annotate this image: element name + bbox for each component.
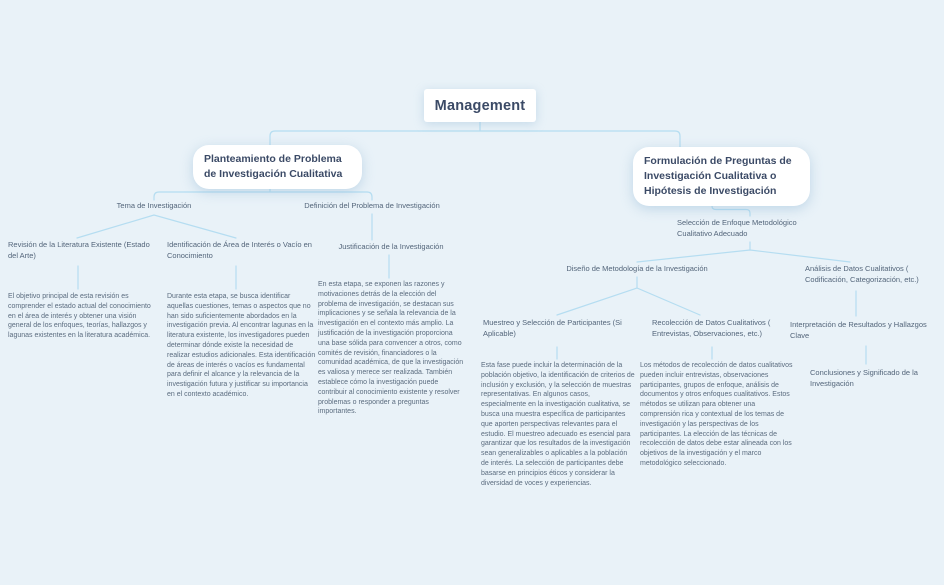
- connector-seleccion-to-children: [637, 242, 850, 262]
- node-justificacion[interactable]: Justificación de la Investigación: [338, 242, 444, 251]
- node-recoleccion-body[interactable]: Los métodos de recolección de datos cualitativos pueden incluir entrevistas, observaciones participantes, grupos de enfoque, análisis de documentos y otros enfoques cualitativos. Estos métodos se utilizan para obtener una comprensión rica y contextual de los temas de investigación y las perspectivas de los participantes. La elección de las técnicas de recolección de datos debe estar alineada con los objetivos de la investigación y el marco metodológico seleccionado.: [640, 362, 793, 467]
- node-recoleccion-datos[interactable]: Recolección de Datos Cualitativos ( Entrevistas, Observaciones, etc.): [652, 318, 771, 338]
- root-node-management[interactable]: Management: [424, 89, 536, 122]
- node-interpretacion-resultados[interactable]: Interpretación de Resultados y Hallazgos Clave: [790, 320, 927, 340]
- node-identificacion-area-body[interactable]: Durante esta etapa, se busca identificar aquellas cuestiones, temas o aspectos que no han sido suficientemente abordados en la investigación previa. Al encontrar lagunas en la literatura existente, los investigadores pueden determinar dónde existe la necesidad de realizar estudios adicionales. Esta identificación de áreas de interés o vacíos es fundamental para definir el alcance y la relevancia de la investigación futura y justificar su importancia en el contexto académico.: [167, 293, 316, 398]
- node-justificacion-body[interactable]: En esta etapa, se exponen las razones y motivaciones detrás de la elección del problema de investigación, se destacan sus implicaciones y se señala la relevancia de la investigación en el contexto más amplio. La justificación de la investigación proporciona una base sólida para convencer a otros, como comités de revisión, financiadores o la comunidad académica, de que la investigación es valiosa y merece ser realizada. También establece cómo la investigación puede contribuir al conocimiento existente y resolver problemas o responder a preguntas importantes.: [318, 281, 464, 416]
- connector-formulacion-to-seleccion: [712, 206, 750, 216]
- node-analisis-datos[interactable]: Análisis de Datos Cualitativos ( Codificación, Categorización, etc.): [805, 264, 919, 284]
- branch-node-formulacion[interactable]: [633, 147, 810, 206]
- node-muestreo-seleccion[interactable]: Muestreo y Selección de Participantes (Si Aplicable): [483, 318, 622, 338]
- branch-title-formulacion: Formulación de Preguntas de Investigación Cualitativa o Hipótesis de Investigación: [644, 155, 792, 197]
- node-diseno-metodologia[interactable]: Diseño de Metodología de la Investigación: [566, 264, 708, 273]
- node-revision-literatura[interactable]: Revisión de la Literatura Existente (Estado del Arte): [8, 240, 150, 260]
- connector-tema-to-children: [77, 215, 236, 238]
- branch-node-planteamiento[interactable]: [193, 145, 362, 189]
- node-identificacion-area[interactable]: Identificación de Área de Interés o Vacío en Conocimiento: [167, 240, 312, 260]
- branch-title-planteamiento: Planteamiento de Problema de Investigación Cualitativa: [204, 153, 343, 180]
- node-seleccion-enfoque[interactable]: Selección de Enfoque Metodológico Cualitativo Adecuado: [677, 218, 797, 238]
- node-conclusiones[interactable]: Conclusiones y Significado de la Investigación: [810, 368, 918, 388]
- connector-diseno-to-children: [557, 277, 700, 315]
- node-muestreo-body[interactable]: Esta fase puede incluir la determinación de la población objetivo, la identificación de criterios de inclusión y exclusión, y la selección de muestras representativas. En algunos casos, especialmente en la investigación cualitativa, se busca una muestra específica de participantes que aporten perspectivas relevantes para el estudio. El muestreo adecuado es esencial para garantizar que los resultados de la investigación sean generalizables o aplicables a la población de interés. La selección de participantes debe basarse en principios éticos y considerar la diversidad de voces y experiencias.: [481, 362, 635, 487]
- connector-planteamiento-to-children: [154, 189, 372, 200]
- node-revision-literatura-body[interactable]: El objetivo principal de esta revisión es comprender el estado actual del conocimiento en el área de interés y obtener una visión general de los enfoques, teorías, hallazgos y lagunas existentes en la literatura académica.: [8, 293, 151, 340]
- node-definicion-problema[interactable]: Definición del Problema de Investigación: [304, 201, 440, 210]
- node-tema-investigacion[interactable]: Tema de Investigación: [116, 201, 192, 210]
